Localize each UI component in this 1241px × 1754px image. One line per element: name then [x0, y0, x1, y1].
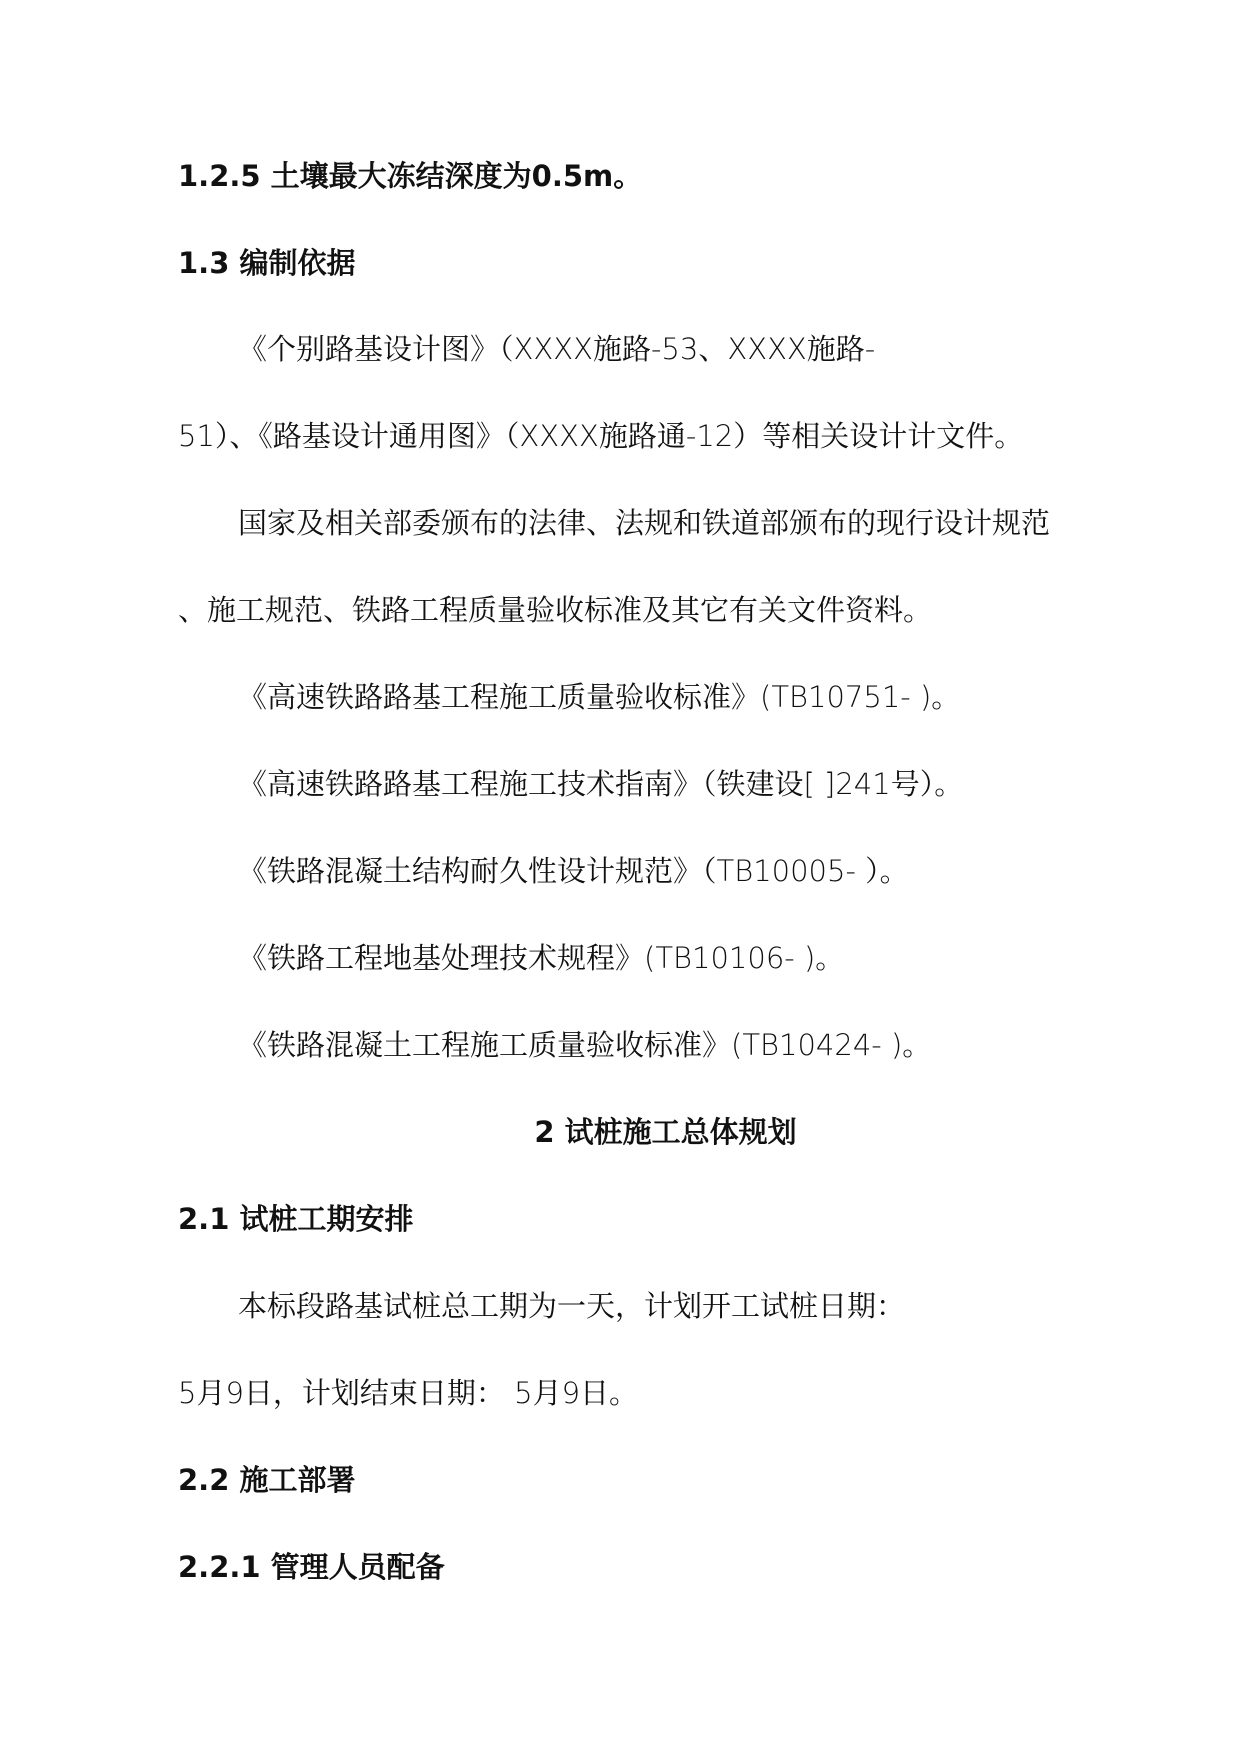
reference-line-1: 《个别路基设计图》（XXXX施路-53、XXXX施路-: [238, 332, 876, 366]
paragraph-national-standards-line-2: 、施工规范、铁路工程质量验收标准及其它有关文件资料。: [178, 593, 933, 627]
reference-line-2: 51）、《路基设计通用图》（XXXX施路通-12）等相关设计计文件。: [178, 419, 1024, 453]
schedule-paragraph-line-1: 本标段路基试桩总工期为一天，计划开工试桩日期：: [238, 1289, 906, 1323]
section-1-2-5-heading: 1.2.5 土壤最大冻结深度为0.5m。: [178, 159, 643, 193]
reference-standard-tb10005: 《铁路混凝土结构耐久性设计规范》（TB10005- ）。: [238, 854, 909, 888]
section-2-1-heading: 2.1 试桩工期安排: [178, 1202, 414, 1236]
reference-guide-241: 《高速铁路路基工程施工技术指南》（铁建设[ ]241号）。: [238, 767, 964, 801]
paragraph-national-standards-line-1: 国家及相关部委颁布的法律、法规和铁道部颁布的现行设计规范: [238, 506, 1051, 540]
reference-standard-tb10106: 《铁路工程地基处理技术规程》(TB10106- )。: [238, 941, 845, 975]
reference-standard-tb10751: 《高速铁路路基工程施工质量验收标准》(TB10751- )。: [238, 680, 961, 714]
chapter-2-title: 2 试桩施工总体规划: [534, 1115, 797, 1149]
schedule-paragraph-line-2: 5月9日，计划结束日期： 5月9日。: [178, 1376, 639, 1410]
section-2-2-1-heading: 2.2.1 管理人员配备: [178, 1550, 445, 1584]
section-2-2-heading: 2.2 施工部署: [178, 1463, 356, 1497]
reference-standard-tb10424: 《铁路混凝土工程施工质量验收标准》(TB10424- )。: [238, 1028, 932, 1062]
section-1-3-heading: 1.3 编制依据: [178, 246, 356, 280]
